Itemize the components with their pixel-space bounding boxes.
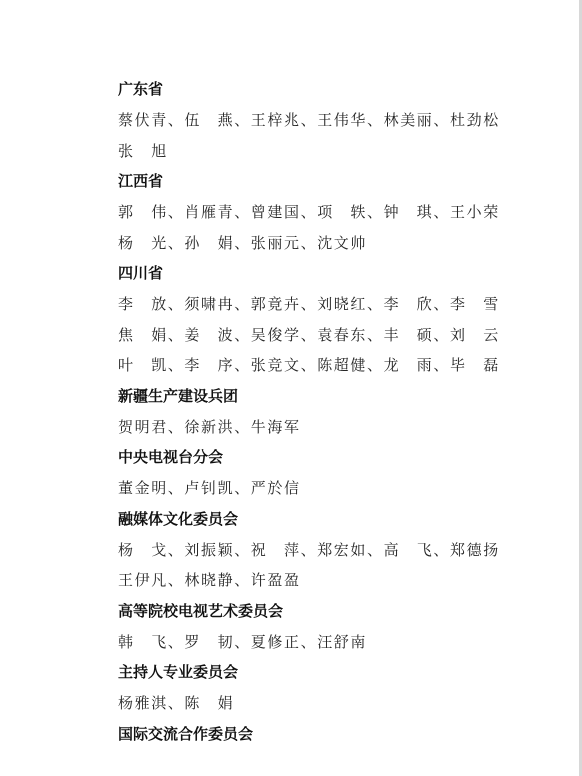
section-heading-university-tv-art-committee: 高等院校电视艺术委员会 [118,601,284,620]
member-list [118,74,498,750]
name-line: 叶 凯、李 序、张竞文、陈超健、龙 雨、毕 磊 [118,356,500,374]
section-heading-sichuan: 四川省 [118,264,164,282]
section-heading-media-culture-committee: 融媒体文化委员会 [118,509,239,528]
section-heading-cctv-branch: 中央电视台分会 [118,448,224,466]
name-line: 韩 飞、罗 韧、夏修正、汪舒南 [118,632,368,651]
name-line: 杨雅淇、陈 娟 [118,694,235,712]
name-line: 张 旭 [118,141,168,160]
section-heading-xinjiang-corps: 新疆生产建设兵团 [118,386,239,405]
name-line: 董金明、卢钊凯、严於信 [118,479,301,497]
name-line: 王伊凡、林晓静、许盈盈 [118,571,301,589]
name-line: 焦 娟、姜 波、吴俊学、袁春东、丰 硕、刘 云 [118,325,500,344]
name-line: 郭 伟、肖雁青、曾建国、项 轶、钟 琪、王小荣 [118,203,500,221]
section-heading-jiangxi: 江西省 [118,172,164,190]
name-line: 李 放、须啸冉、郭竟卉、刘晓红、李 欣、李 雪 [118,295,500,313]
section-heading-host-committee: 主持人专业委员会 [118,663,239,681]
name-line: 贺明君、徐新洪、牛海军 [118,417,301,436]
name-line: 杨 光、孙 娟、张丽元、沈文帅 [118,233,368,252]
name-line: 杨 戈、刘振颖、祝 萍、郑宏如、高 飞、郑德扬 [118,540,500,559]
section-heading-guangdong: 广东省 [118,80,164,98]
section-heading-international-exchange-committee: 国际交流合作委员会 [118,724,254,743]
name-line: 蔡伏青、伍 燕、王梓兆、王伟华、林美丽、杜劲松 [118,111,500,129]
